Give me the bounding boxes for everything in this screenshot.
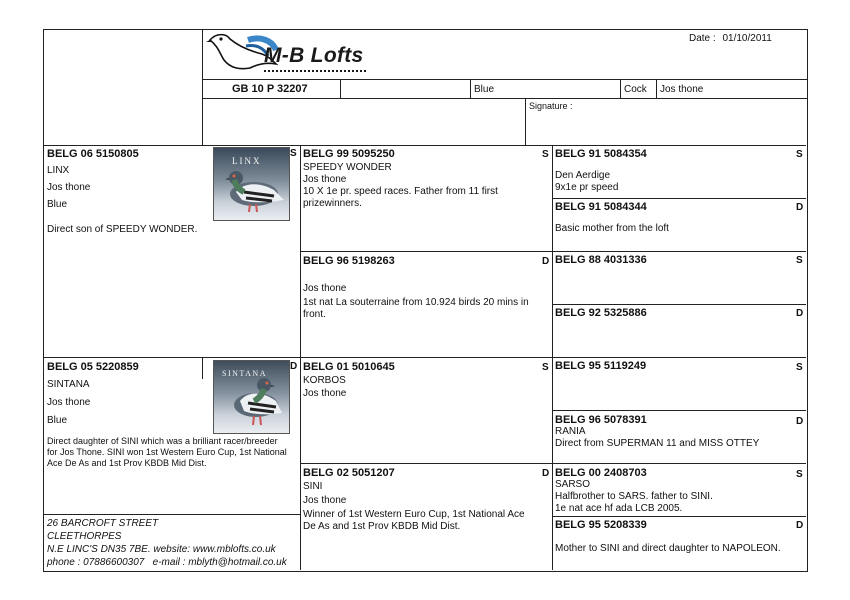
gp3-ring: BELG 01 5010645 bbox=[303, 361, 395, 373]
ggp5-ring: BELG 95 5119249 bbox=[555, 360, 647, 372]
gp3-line-1: KORBOS bbox=[303, 375, 346, 386]
ggp7-line-2: Halfbrother to SARS. father to SINI. bbox=[555, 491, 713, 502]
gp1-sex: S bbox=[542, 149, 549, 160]
dam-ring: BELG 05 5220859 bbox=[47, 361, 139, 373]
sire-block bbox=[47, 148, 207, 211]
gp4-line-1: SINI bbox=[303, 481, 323, 492]
bird-sex: Cock bbox=[624, 84, 647, 95]
address-line-2: CLEETHORPES bbox=[47, 531, 122, 542]
gp4-ring: BELG 02 5051207 bbox=[303, 467, 395, 479]
header-div-c bbox=[620, 79, 621, 98]
signature-label: Signature : bbox=[529, 101, 573, 111]
address-top-line bbox=[43, 514, 300, 515]
gp2-line-3: 1st nat La souterraine from 10.924 birds 20 mins in front. bbox=[303, 297, 529, 320]
ggp8-ring: BELG 95 5208339 bbox=[555, 519, 647, 531]
ggp3-sex: S bbox=[796, 255, 803, 266]
sire-photo-label: LINX bbox=[232, 156, 262, 166]
gp2-line-2: Jos thone bbox=[303, 283, 347, 294]
ggp8-block bbox=[555, 519, 790, 555]
ggp4-sex: D bbox=[796, 308, 804, 319]
sire-ring: BELG 06 5150805 bbox=[47, 148, 139, 160]
ggp6-line-1: RANIA bbox=[555, 426, 586, 437]
ggp1-sex: S bbox=[796, 149, 803, 160]
header-div-d bbox=[656, 79, 657, 98]
gp-split-bottom bbox=[300, 463, 806, 464]
gp3-line-2: Jos thone bbox=[303, 388, 347, 399]
gp2-line-1 bbox=[303, 269, 533, 281]
ggp-split-5 bbox=[552, 410, 806, 411]
header-left-divider bbox=[202, 29, 203, 145]
sire-photo bbox=[213, 147, 290, 221]
ggp7-ring: BELG 00 2408703 bbox=[555, 467, 647, 479]
header-line-1 bbox=[202, 79, 807, 80]
date-value: 01/10/2011 bbox=[722, 33, 772, 44]
header-div-a bbox=[340, 79, 341, 98]
gp2-ring: BELG 96 5198263 bbox=[303, 255, 395, 267]
gp3-sex: S bbox=[542, 362, 549, 373]
bird-owner: Jos thone bbox=[660, 84, 704, 95]
dam-photo-left-divider bbox=[202, 357, 203, 379]
gp1-block bbox=[303, 148, 533, 210]
ggp7-sex: S bbox=[796, 469, 803, 480]
ggp-split-3 bbox=[552, 304, 806, 305]
ggp4-block bbox=[555, 307, 790, 319]
ggp6-block bbox=[555, 414, 790, 450]
ggp7-block bbox=[555, 467, 790, 515]
sire-color: Blue bbox=[47, 199, 68, 210]
dam-name: SINTANA bbox=[47, 379, 90, 390]
dam-photo-label: SINTANA bbox=[222, 369, 267, 378]
address-block bbox=[47, 517, 297, 569]
gp3-block bbox=[303, 361, 533, 400]
sire-sex: S bbox=[290, 148, 297, 159]
ggp-split-1 bbox=[552, 198, 806, 199]
ggp1-ring: BELG 91 5084354 bbox=[555, 148, 647, 160]
ggp6-line-2: Direct from SUPERMAN 11 and MISS OTTEY bbox=[555, 438, 760, 449]
gp4-sex: D bbox=[542, 468, 550, 479]
ggp6-ring: BELG 96 5078391 bbox=[555, 414, 647, 426]
gp2-block bbox=[303, 255, 533, 321]
ggp7-line-1: SARSO bbox=[555, 479, 591, 490]
date-field bbox=[689, 33, 772, 45]
ggp1-line-3: 9x1e pr speed bbox=[555, 182, 619, 193]
gp4-line-3: Winner of 1st Western Euro Cup, 1st National Ace De As and 1st Prov KBDB Mid Dist. bbox=[303, 509, 525, 532]
gp1-line-1: SPEEDY WONDER bbox=[303, 162, 392, 173]
ggp1-line-2: Den Aerdige bbox=[555, 170, 611, 181]
ggp8-line-2: Mother to SINI and direct daughter to NAPOLEON. bbox=[555, 543, 781, 554]
ggp7-line-3: 1e nat ace hf ada LCB 2005. bbox=[555, 503, 683, 514]
bird-color: Blue bbox=[474, 84, 495, 95]
gp-split-top bbox=[300, 251, 806, 252]
ggp2-sex: D bbox=[796, 202, 804, 213]
address-line-3: N.E LINC'S DN35 7BE. website: www.mblofts.co.uk bbox=[47, 544, 276, 555]
ggp5-block bbox=[555, 360, 790, 372]
ggp3-ring: BELG 88 4031336 bbox=[555, 254, 647, 266]
header-line-2 bbox=[202, 98, 807, 99]
logo bbox=[206, 30, 376, 78]
date-label: Date : bbox=[689, 33, 716, 44]
logo-dotted-underline bbox=[264, 70, 366, 72]
gp1-ring: BELG 99 5095250 bbox=[303, 148, 395, 160]
sire-name: LINX bbox=[47, 165, 70, 176]
ggp8-line-1 bbox=[555, 531, 790, 543]
ggp2-line-2: Basic mother from the loft bbox=[555, 223, 669, 234]
header-div-b bbox=[470, 79, 471, 98]
gp1-line-2: Jos thone bbox=[303, 174, 347, 185]
ggp6-sex: D bbox=[796, 416, 804, 427]
ggp1-block bbox=[555, 148, 790, 194]
logo-text: M-B Lofts bbox=[264, 44, 364, 67]
bird-ring: GB 10 P 32207 bbox=[232, 83, 308, 95]
dam-photo bbox=[213, 360, 290, 434]
dam-sex: D bbox=[290, 361, 298, 372]
ggp8-sex: D bbox=[796, 520, 804, 531]
gp2-sex: D bbox=[542, 256, 550, 267]
gp1-line-3: 10 X 1e pr. speed races. Father from 11 first prizewinners. bbox=[303, 186, 498, 209]
dam-block bbox=[47, 361, 207, 427]
gp4-block bbox=[303, 467, 533, 533]
mid-split bbox=[43, 357, 806, 358]
ggp-split-7 bbox=[552, 516, 806, 517]
ggp4-ring: BELG 92 5325886 bbox=[555, 307, 647, 319]
ggp3-block bbox=[555, 254, 790, 266]
ggp2-ring: BELG 91 5084344 bbox=[555, 201, 647, 213]
signature-divider bbox=[525, 98, 526, 145]
ggp1-line-1 bbox=[555, 160, 790, 170]
dam-owner: Jos thone bbox=[47, 397, 91, 408]
ggp5-sex: S bbox=[796, 362, 803, 373]
ggp2-line-1 bbox=[555, 213, 790, 223]
address-line-4: phone : 07886600307 e-mail : mblyth@hotmail.co.uk bbox=[47, 557, 287, 568]
ggp2-block bbox=[555, 201, 790, 235]
dam-notes: Direct daughter of SINI which was a brilliant racer/breeder for Jos Thone. SINI won 1st Western Euro Cup, 1st National Ace De As and 1st Prov KBDB Mid Dist. bbox=[47, 436, 287, 468]
dam-color: Blue bbox=[47, 415, 68, 426]
address-line-1: 26 BARCROFT STREET bbox=[47, 518, 159, 529]
header-bottom-line bbox=[43, 145, 806, 146]
gp4-line-2: Jos thone bbox=[303, 495, 347, 506]
sire-notes: Direct son of SPEEDY WONDER. bbox=[47, 224, 198, 235]
sire-owner: Jos thone bbox=[47, 182, 91, 193]
